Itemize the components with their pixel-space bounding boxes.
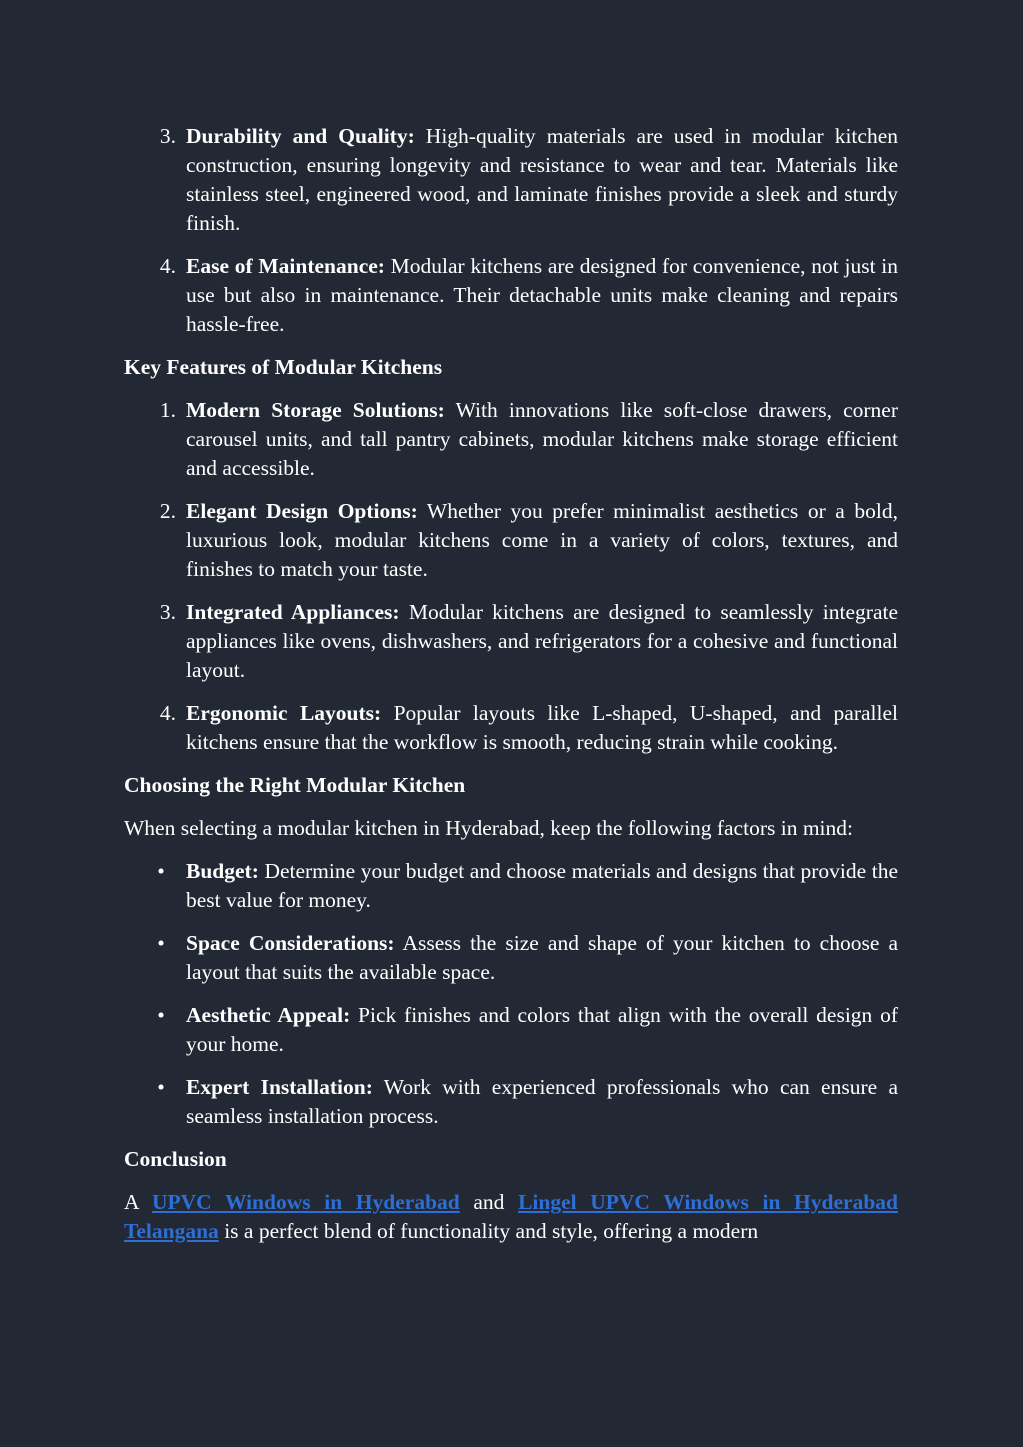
list-item	[124, 122, 898, 238]
item-title: Expert Installation:	[186, 1075, 373, 1099]
item-title: Aesthetic Appeal:	[186, 1003, 351, 1027]
conclusion-suffix: is a perfect blend of functionality and style, offering a modern	[218, 1219, 759, 1243]
list-number: 3.	[159, 124, 176, 148]
conclusion-paragraph	[124, 1188, 898, 1246]
benefits-list-continued	[124, 122, 898, 339]
item-title: Durability and Quality:	[186, 124, 415, 148]
item-title: Ergonomic Layouts:	[186, 701, 382, 725]
list-item	[124, 252, 898, 339]
list-item	[124, 396, 898, 483]
choosing-intro-paragraph: When selecting a modular kitchen in Hyderabad, keep the following factors in mind:	[124, 816, 853, 840]
item-title: Space Considerations:	[186, 931, 395, 955]
item-text: High-quality materials are used in modular kitchen construction, ensuring longevity and resistance to wear and tear. Materials like stainless steel, engineered wood, and laminate finishes provide a sleek and sturdy finish.	[186, 124, 898, 235]
item-title: Integrated Appliances:	[186, 600, 400, 624]
list-item	[124, 598, 898, 685]
document-page	[124, 122, 898, 1260]
item-text: Popular layouts like L-shaped, U-shaped, and parallel kitchens ensure that the workflow is smooth, reducing strain while cooking.	[186, 701, 898, 754]
item-title: Modern Storage Solutions:	[186, 398, 445, 422]
factors-list	[124, 857, 898, 1131]
list-number: 4.	[159, 701, 176, 725]
list-item	[124, 497, 898, 584]
item-text: Assess the size and shape of your kitchen to choose a layout that suits the available space.	[186, 931, 899, 984]
lingel-upvc-windows-link[interactable]: Lingel UPVC Windows in Hyderabad Telangana	[124, 1190, 898, 1243]
item-text: Work with experienced professionals who can ensure a seamless installation process.	[186, 1075, 898, 1128]
section-heading-key-features: Key Features of Modular Kitchens	[124, 355, 443, 379]
section-heading-conclusion: Conclusion	[124, 1147, 227, 1171]
item-text: Whether you prefer minimalist aesthetics or a bold, luxurious look, modular kitchens come in a variety of colors, textures, and finishes to match your taste.	[186, 499, 899, 581]
item-title: Budget:	[186, 859, 259, 883]
features-list	[124, 396, 898, 757]
item-text: Determine your budget and choose materials and designs that provide the best value for money.	[186, 859, 898, 912]
list-item	[124, 1001, 898, 1059]
list-number: 2.	[159, 499, 176, 523]
list-item	[124, 1073, 898, 1131]
list-item	[124, 929, 898, 987]
item-text: Modular kitchens are designed for convenience, not just in use but also in maintenance. Their detachable units make cleaning and repairs hassle-free.	[186, 254, 898, 336]
bullet-icon: •	[157, 1003, 165, 1027]
item-title: Ease of Maintenance:	[186, 254, 385, 278]
conclusion-prefix: A	[124, 1190, 152, 1214]
bullet-icon: •	[157, 1075, 165, 1099]
bullet-icon: •	[157, 859, 165, 883]
list-number: 4.	[159, 254, 176, 278]
item-text: Pick finishes and colors that align with the overall design of your home.	[186, 1003, 899, 1056]
section-heading-choosing: Choosing the Right Modular Kitchen	[124, 773, 466, 797]
conclusion-middle: and	[459, 1190, 519, 1214]
bullet-icon: •	[157, 931, 165, 955]
list-item	[124, 699, 898, 757]
list-number: 1.	[159, 398, 176, 422]
item-text: With innovations like soft-close drawers, corner carousel units, and tall pantry cabinets, modular kitchens make storage efficient and accessible.	[186, 398, 899, 480]
list-item	[124, 857, 898, 915]
item-text: Modular kitchens are designed to seamlessly integrate appliances like ovens, dishwashers, and refrigerators for a cohesive and functional layout.	[186, 600, 898, 682]
list-number: 3.	[159, 600, 176, 624]
item-title: Elegant Design Options:	[186, 499, 418, 523]
upvc-windows-hyderabad-link[interactable]: UPVC Windows in Hyderabad	[151, 1190, 460, 1214]
